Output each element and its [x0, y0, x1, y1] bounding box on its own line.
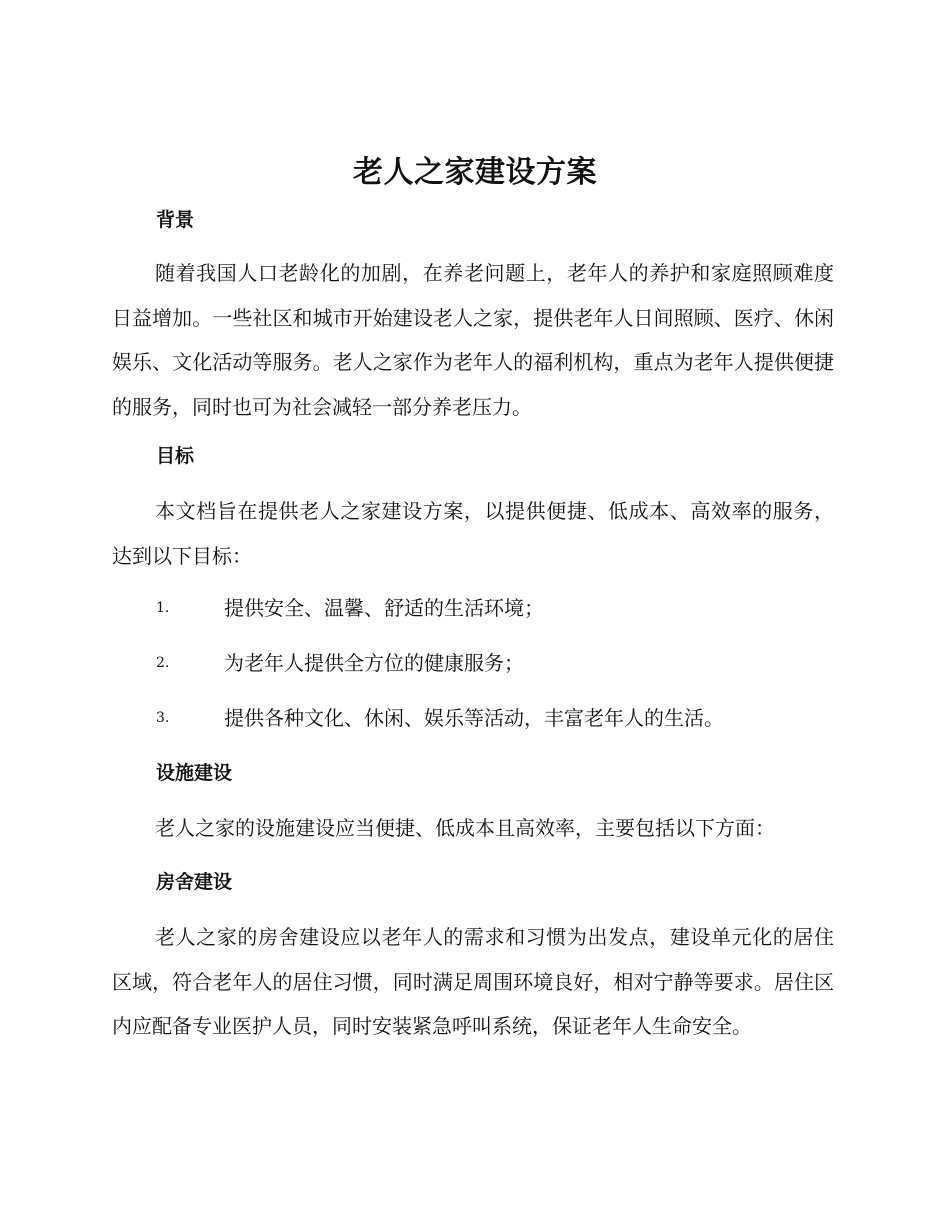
section-heading-background: 背景 [156, 209, 195, 231]
goal-list-item [156, 593, 836, 623]
paragraph-housing: 老人之家的房舍建设应以老年人的需求和习惯为出发点，建设单元化的居住区域，符合老年人的居住习惯，同时满足周围环境良好，相对宁静等要求。居住区内应配备专业医护人员，同时安装紧急呼叫系统，保证老年人生命安全。 [112, 925, 834, 1038]
section-heading-facilities: 设施建设 [156, 762, 233, 784]
paragraph-background: 随着我国人口老龄化的加剧，在养老问题上，老年人的养护和家庭照顾难度日益增加。一些社区和城市开始建设老人之家，提供老年人日间照顾、医疗、休闲娱乐、文化活动等服务。老人之家作为老年人的福利机构，重点为老年人提供便捷的服务，同时也可为社会减轻一部分养老压力。 [112, 261, 834, 419]
list-number: 2. [156, 655, 170, 671]
goal-list-item [156, 703, 836, 733]
paragraph-facilities: 老人之家的设施建设应当便捷、低成本且高效率，主要包括以下方面： [155, 816, 775, 840]
list-number: 1. [156, 600, 170, 616]
list-text: 为老年人提供全方位的健康服务； [224, 651, 524, 675]
list-text: 提供安全、温馨、舒适的生活环境； [224, 596, 544, 620]
goal-list-item [156, 648, 836, 678]
document-title: 老人之家建设方案 [353, 155, 597, 190]
list-number: 3. [156, 710, 170, 726]
list-text: 提供各种文化、休闲、娱乐等活动，丰富老年人的生活。 [224, 706, 724, 730]
paragraph-goals: 本文档旨在提供老人之家建设方案，以提供便捷、低成本、高效率的服务，达到以下目标： [112, 499, 834, 568]
section-heading-housing: 房舍建设 [156, 871, 233, 893]
section-heading-goals: 目标 [156, 445, 195, 467]
